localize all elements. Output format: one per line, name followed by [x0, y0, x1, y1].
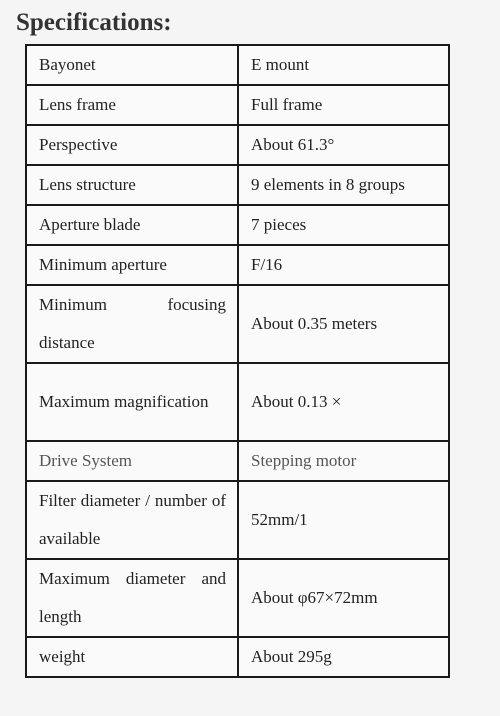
- spec-value: About 295g: [238, 637, 449, 677]
- table-row: [26, 85, 449, 125]
- spec-value: About φ67×72mm: [238, 559, 449, 637]
- spec-value: F/16: [238, 245, 449, 285]
- table-row: [26, 285, 449, 363]
- spec-label: Aperture blade: [26, 205, 238, 245]
- spec-label: Bayonet: [26, 45, 238, 85]
- spec-value: 52mm/1: [238, 481, 449, 559]
- spec-value: About 0.13 ×: [238, 363, 449, 441]
- spec-label: Maximum diameter and length: [26, 559, 238, 637]
- spec-label: Lens frame: [26, 85, 238, 125]
- table-row: [26, 165, 449, 205]
- table-row: [26, 559, 449, 637]
- spec-value: Stepping motor: [238, 441, 449, 481]
- table-row: [26, 637, 449, 677]
- table-row: [26, 363, 449, 441]
- table-row: [26, 481, 449, 559]
- page-title: Specifications:: [16, 9, 172, 36]
- spec-label: Filter diameter / number of available: [26, 481, 238, 559]
- spec-value: 9 elements in 8 groups: [238, 165, 449, 205]
- table-row: [26, 125, 449, 165]
- spec-value: E mount: [238, 45, 449, 85]
- spec-label: Lens structure: [26, 165, 238, 205]
- spec-value: 7 pieces: [238, 205, 449, 245]
- spec-label: Minimum focusing distance: [26, 285, 238, 363]
- spec-label: Drive System: [26, 441, 238, 481]
- table-row: [26, 441, 449, 481]
- spec-label: Maximum magnification: [26, 363, 238, 441]
- specifications-table: [25, 44, 450, 678]
- spec-label: Perspective: [26, 125, 238, 165]
- spec-label: weight: [26, 637, 238, 677]
- table-row: [26, 205, 449, 245]
- spec-label: Minimum aperture: [26, 245, 238, 285]
- spec-value: About 0.35 meters: [238, 285, 449, 363]
- spec-value: About 61.3°: [238, 125, 449, 165]
- spec-value: Full frame: [238, 85, 449, 125]
- table-row: [26, 45, 449, 85]
- table-row: [26, 245, 449, 285]
